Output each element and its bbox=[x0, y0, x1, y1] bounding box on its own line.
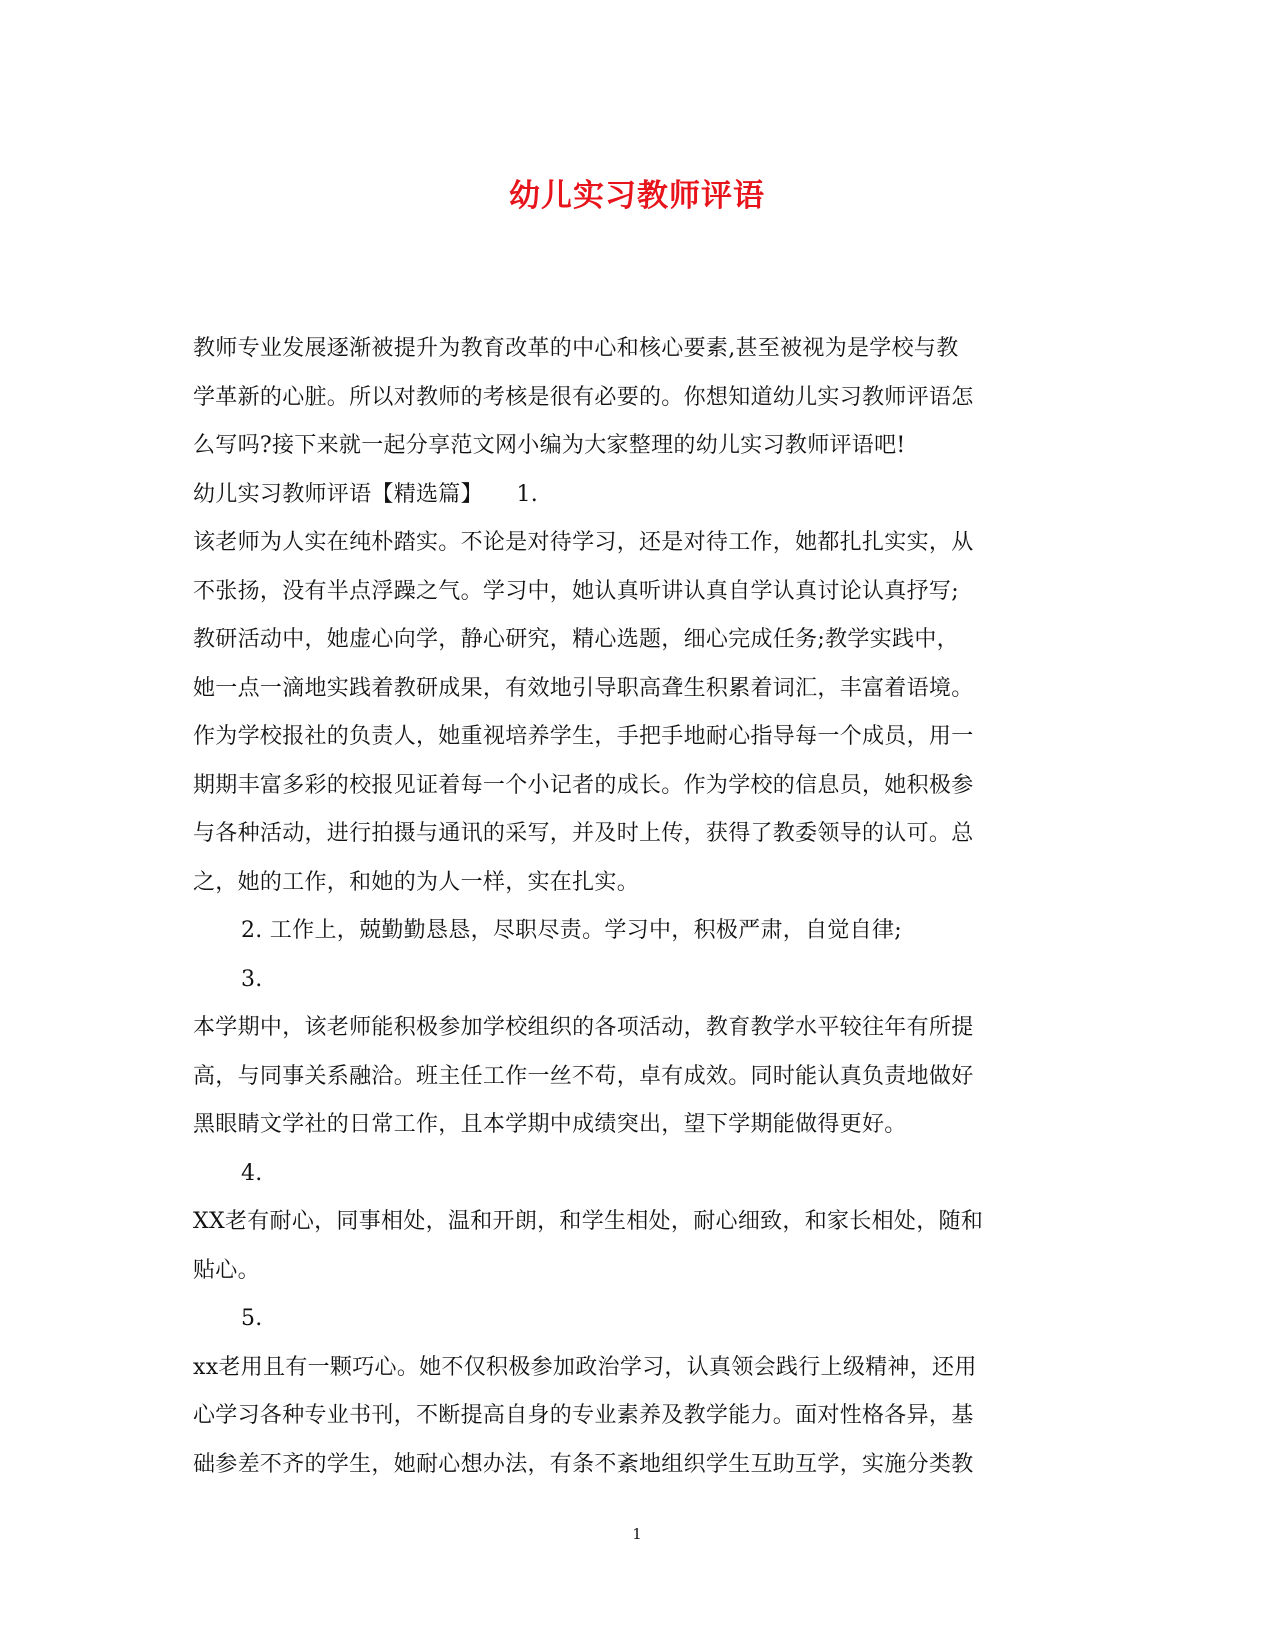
body-line: xx老用且有一颗巧心。她不仅积极参加政治学习，认真领会践行上级精神，还用 bbox=[193, 1354, 977, 1380]
body-line: 她一点一滴地实践着教研成果，有效地引导职高聋生积累着词汇，丰富着语境。 bbox=[193, 675, 974, 701]
body-line: 之，她的工作，和她的为人一样，实在扎实。 bbox=[193, 869, 640, 895]
list-number-3: 3. bbox=[241, 966, 263, 992]
body-line: 本学期中，该老师能积极参加学校组织的各项活动，教育教学水平较往年有所提 bbox=[193, 1015, 974, 1040]
page-number: 1 bbox=[632, 1525, 642, 1543]
body-line: 该老师为人实在纯朴踏实。不论是对待学习，还是对待工作，她都扎扎实实，从 bbox=[193, 530, 974, 555]
list-number-5: 5. bbox=[241, 1306, 263, 1331]
body-line: 期期丰富多彩的校报见证着每一个小记者的成长。作为学校的信息员，她积极参 bbox=[193, 772, 974, 798]
body-line: 教研活动中，她虚心向学，静心研究，精心选题，细心完成任务;教学实践中， bbox=[193, 627, 959, 652]
body-line: 与各种活动，进行拍摄与通讯的采写，并及时上传，获得了教委领导的认可。总 bbox=[193, 821, 974, 846]
body-line: 黑眼睛文学社的日常工作，且本学期中成绩突出，望下学期能做得更好。 bbox=[193, 1112, 907, 1137]
document-body bbox=[193, 325, 1073, 1489]
body-line: 作为学校报社的负责人，她重视培养学生，手把手地耐心指导每一个成员，用一 bbox=[193, 724, 974, 749]
list-number-4: 4. bbox=[241, 1160, 263, 1186]
body-line: 础参差不齐的学生，她耐心想办法，有条不紊地组织学生互助互学，实施分类教 bbox=[193, 1451, 974, 1477]
body-line: 教师专业发展逐渐被提升为教育改革的中心和核心要素,甚至被视为是学校与教 bbox=[193, 336, 959, 361]
body-line: 心学习各种专业书刊，不断提高自身的专业素养及教学能力。面对性格各异，基 bbox=[193, 1403, 974, 1428]
section-heading: 幼儿实习教师评语【精选篇】 1. bbox=[193, 481, 539, 507]
body-line: 学革新的心脏。所以对教师的考核是很有必要的。你想知道幼儿实习教师评语怎 bbox=[193, 384, 974, 410]
body-line: 么写吗?接下来就一起分享范文网小编为大家整理的幼儿实习教师评语吧! bbox=[193, 433, 906, 458]
document-title: 幼儿实习教师评语 bbox=[509, 178, 765, 214]
body-line: 高，与同事关系融洽。班主任工作一丝不苟，卓有成效。同时能认真负责地做好 bbox=[193, 1063, 974, 1089]
body-line: 贴心。 bbox=[193, 1257, 260, 1283]
body-line: 不张扬，没有半点浮躁之气。学习中，她认真听讲认真自学认真讨论认真抒写; bbox=[193, 578, 959, 604]
body-line: XX老有耐心，同事相处，温和开朗，和学生相处，耐心细致，和家长相处，随和 bbox=[193, 1209, 984, 1234]
list-item-2: 2. 工作上，兢勤勤恳恳，尽职尽责。学习中，积极严肃，自觉自律; bbox=[241, 918, 902, 943]
